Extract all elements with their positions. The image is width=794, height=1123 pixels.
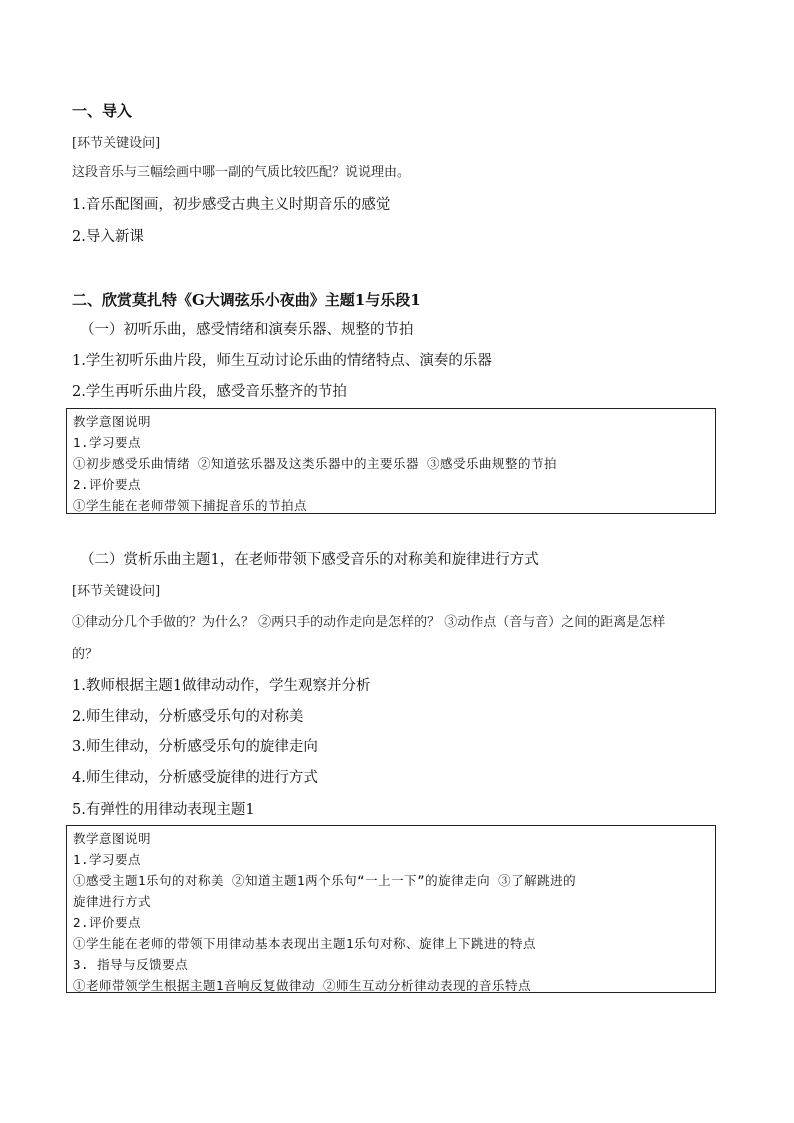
part2-item-3: 3.师生律动，分析感受乐句的旋律走向 (72, 739, 318, 755)
part1-intent-box (66, 408, 716, 514)
box-line: 旋律进行方式 (73, 894, 152, 909)
section1-key-question-label: [环节关键设问] (72, 136, 161, 151)
box-line: ①学生能在老师的带领下用律动基本表现出主题1乐句对称、旋律上下跳进的特点 (73, 936, 537, 951)
part1-item-2: 2.学生再听乐曲片段，感受音乐整齐的节拍 (72, 384, 347, 400)
section2-heading: 二、欣赏莫扎特《G大调弦乐小夜曲》主题1与乐段1 (72, 291, 421, 309)
part2-key-question-label: [环节关键设问] (72, 584, 161, 599)
box-line: ①学生能在老师带领下捕捉音乐的节拍点 (73, 498, 308, 513)
section1-heading: 一、导入 (72, 102, 133, 120)
part2-title: （二）赏析乐曲主题1，在老师带领下感受音乐的对称美和旋律进行方式 (80, 552, 539, 568)
part1-item-1: 1.学生初听乐曲片段，师生互动讨论乐曲的情绪特点、演奏的乐器 (72, 353, 492, 369)
box-title: 教学意图说明 (73, 831, 152, 846)
section1-item-2: 2.导入新课 (72, 229, 144, 245)
part2-question-line-1: ①律动分几个手做的？为什么？ ②两只手的动作走向是怎样的？ ③动作点（音与音）之间的距离是怎样 (72, 615, 666, 630)
section1-question: 这段音乐与三幅绘画中哪一副的气质比较匹配？说说理由。 (72, 165, 411, 180)
box-line: 3. 指导与反馈要点 (73, 957, 189, 972)
box-line: ①初步感受乐曲情绪 ②知道弦乐器及这类乐器中的主要乐器 ③感受乐曲规整的节拍 (73, 456, 558, 471)
section1-item-1: 1.音乐配图画，初步感受古典主义时期音乐的感觉 (72, 197, 391, 213)
box-title: 教学意图说明 (73, 414, 152, 429)
part2-item-1: 1.教师根据主题1做律动动作，学生观察并分析 (72, 678, 371, 694)
box-line: 1.学习要点 (73, 852, 142, 867)
part2-item-2: 2.师生律动，分析感受乐句的对称美 (72, 709, 304, 725)
part2-intent-box (66, 825, 716, 993)
part2-item-5: 5.有弹性的用律动表现主题1 (72, 802, 255, 818)
box-line: 2.评价要点 (73, 477, 142, 492)
box-line: 1.学习要点 (73, 435, 142, 450)
box-line: ①老师带领学生根据主题1音响反复做律动 ②师生互动分析律动表现的音乐特点 (73, 978, 532, 993)
part2-question-line-2: 的？ (72, 647, 99, 662)
part1-title: （一）初听乐曲，感受情绪和演奏乐器、规整的节拍 (80, 322, 414, 338)
box-line: 2.评价要点 (73, 915, 142, 930)
box-line: ①感受主题1乐句的对称美 ②知道主题1两个乐句“一上一下”的旋律走向 ③了解跳进的 (73, 873, 577, 888)
part2-item-4: 4.师生律动，分析感受旋律的进行方式 (72, 770, 318, 786)
